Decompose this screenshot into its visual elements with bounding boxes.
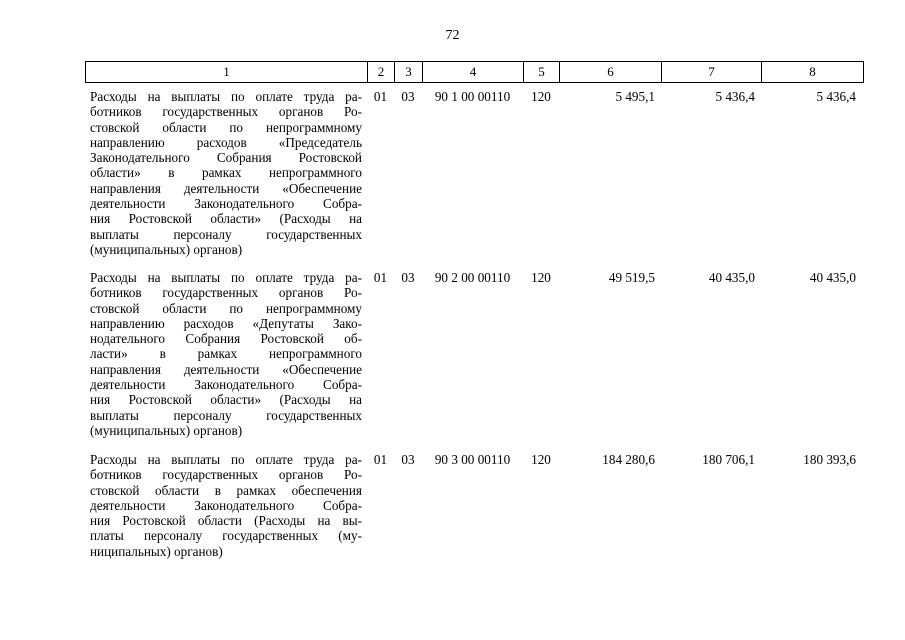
cell-vr: 120 <box>531 270 551 285</box>
description-line: стовской области по непрограммному <box>90 119 362 135</box>
description-line: стовской области по непрограммному <box>90 300 362 316</box>
cell-pr: 03 <box>401 270 415 285</box>
description-line: направлению расходов «Председатель <box>90 134 362 150</box>
cell-vr: 120 <box>531 452 551 467</box>
cell-csr: 90 3 00 00110 <box>434 452 511 467</box>
description-line: выплаты персоналу государственных <box>90 407 362 423</box>
description-line: (муниципальных) органов) <box>90 241 243 257</box>
cell-rz: 01 <box>373 270 388 285</box>
cell-amount-8: 40 435,0 <box>809 270 856 285</box>
cell-amount-7: 180 706,1 <box>702 452 755 467</box>
table-row <box>85 89 862 257</box>
header-col-6: 6 <box>560 62 662 82</box>
cell-amount-6: 5 495,1 <box>615 89 655 104</box>
description-line: ния Ростовской области» (Расходы на <box>90 211 362 227</box>
description-line: ботников государственных органов Ро- <box>90 285 362 301</box>
description-line: (муниципальных) органов) <box>90 422 243 438</box>
table-row <box>85 452 862 559</box>
cell-pr: 03 <box>401 89 415 104</box>
cell-rz: 01 <box>373 452 388 467</box>
description-line: деятельности Законодательного Собра- <box>90 196 362 212</box>
cell-csr: 90 1 00 00110 <box>434 89 511 104</box>
description-line: ботников государственных органов Ро- <box>90 104 362 120</box>
row-description <box>85 270 367 438</box>
row-description <box>85 89 367 257</box>
cell-pr: 03 <box>401 452 415 467</box>
description-line: направления деятельности «Обеспечение <box>90 361 362 377</box>
cell-rz: 01 <box>373 89 388 104</box>
cell-csr: 90 2 00 00110 <box>434 270 511 285</box>
description-line: выплаты персоналу государственных <box>90 226 362 242</box>
description-line: области» в рамках непрограммного <box>90 165 362 181</box>
header-col-7: 7 <box>662 62 762 82</box>
cell-vr: 120 <box>531 89 551 104</box>
description-line: ботников государственных органов Ро- <box>90 467 362 483</box>
description-line: Расходы на выплаты по оплате труда ра- <box>90 270 362 285</box>
cell-amount-8: 180 393,6 <box>803 452 856 467</box>
cell-amount-7: 40 435,0 <box>708 270 755 285</box>
cell-amount-6: 184 280,6 <box>602 452 655 467</box>
description-line: Расходы на выплаты по оплате труда ра- <box>90 452 362 467</box>
description-line: направлению расходов «Депутаты Зако- <box>90 315 362 331</box>
cell-amount-6: 49 519,5 <box>608 270 655 285</box>
cell-amount-8: 5 436,4 <box>816 89 856 104</box>
description-line: ния Ростовской области» (Расходы на <box>90 392 362 408</box>
header-col-8: 8 <box>809 64 816 79</box>
row-description <box>85 452 367 559</box>
table-row <box>85 270 862 438</box>
cell-amount-7: 5 436,4 <box>715 89 755 104</box>
description-line: ласти» в рамках непрограммного <box>90 346 362 362</box>
page-number: 72 <box>445 28 460 43</box>
header-col-5: 5 <box>524 62 560 82</box>
description-line: Расходы на выплаты по оплате труда ра- <box>90 89 362 104</box>
header-col-3: 3 <box>395 62 423 82</box>
description-line: нодательного Собрания Ростовской об- <box>90 331 362 347</box>
description-line: ния Ростовской области (Расходы на вы- <box>90 513 362 529</box>
table-header <box>85 61 864 83</box>
header-col-1: 1 <box>86 62 368 82</box>
description-line: деятельности Законодательного Собра- <box>90 377 362 393</box>
description-line: Законодательного Собрания Ростовской <box>90 150 362 166</box>
description-line: направления деятельности «Обеспечение <box>90 180 362 196</box>
description-line: ниципальных) органов) <box>90 543 223 559</box>
header-col-2: 2 <box>368 62 395 82</box>
header-col-4: 4 <box>423 62 524 82</box>
description-line: деятельности Законодательного Собра- <box>90 497 362 513</box>
description-line: стовской области в рамках обеспечения <box>90 482 362 498</box>
description-line: платы персоналу государственных (му- <box>90 528 362 544</box>
